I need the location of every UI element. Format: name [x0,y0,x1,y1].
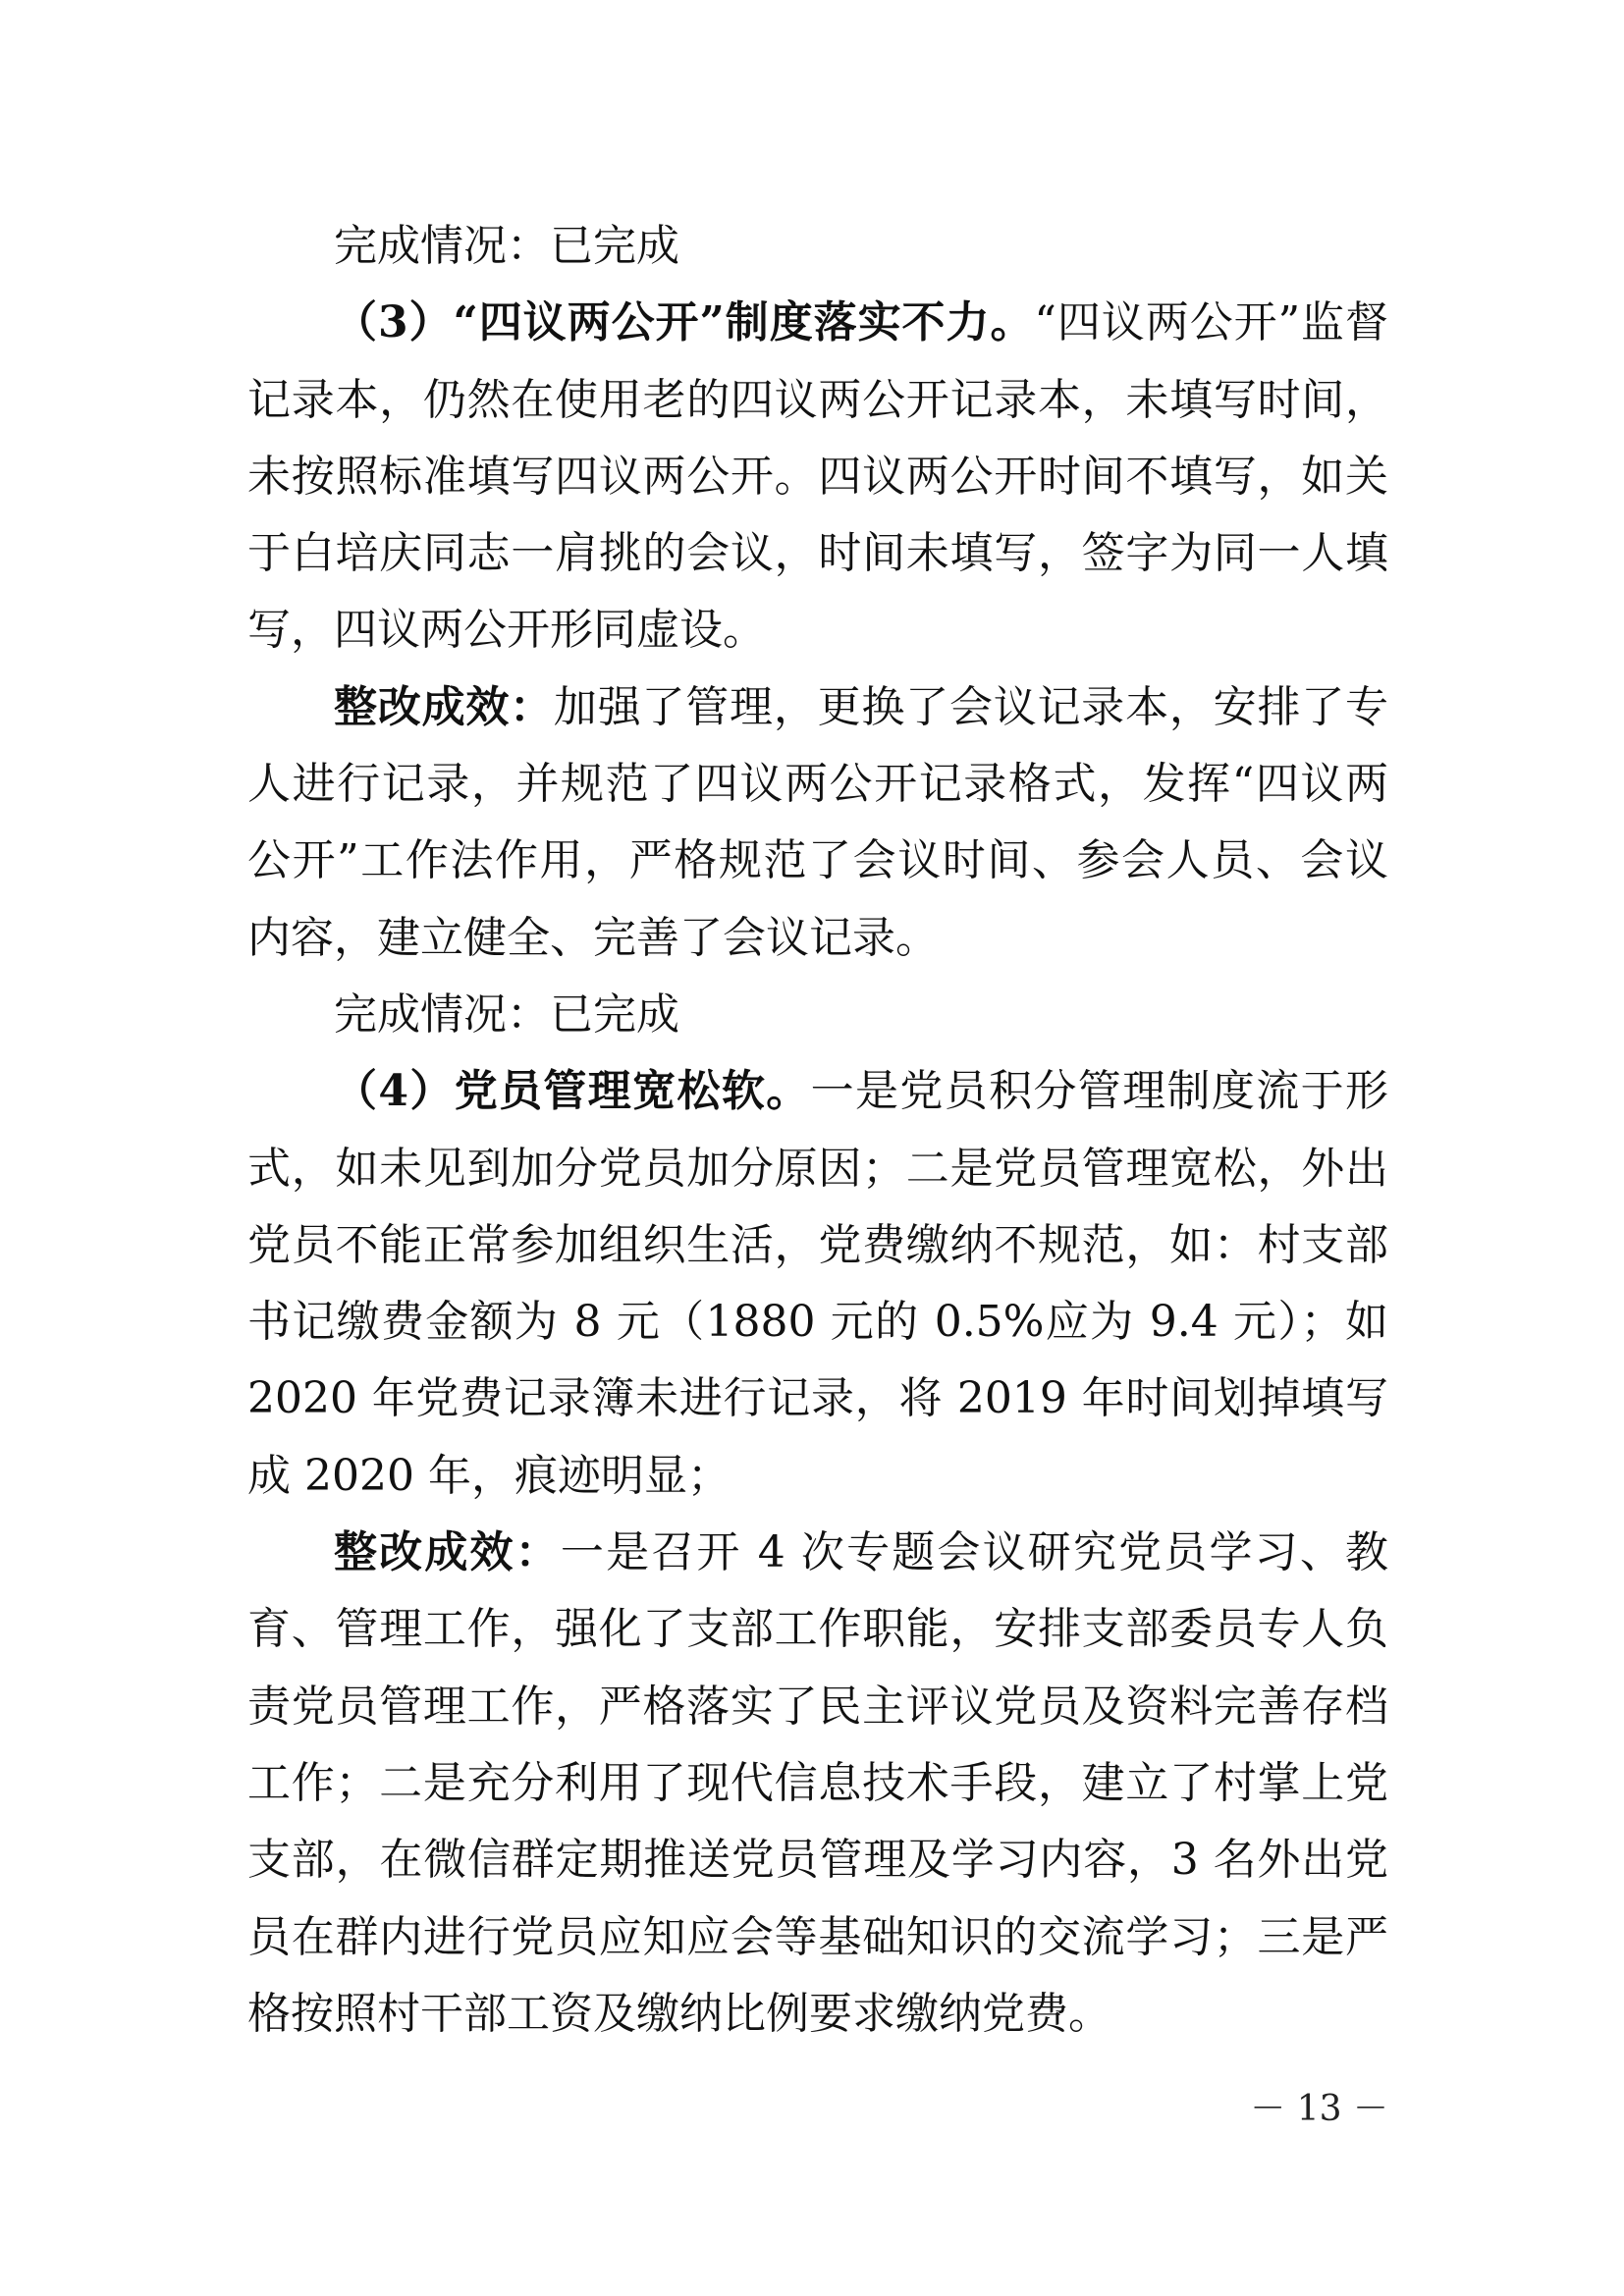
rectification-4-body: 一是召开 4 次专题会议研究党员学习、教育、管理工作，强化了支部工作职能，安排支部委员专人负责党员管理工作，严格落实了民主评议党员及资料完善存档工作；二是充分利用了现代信息技术手段，建立了村掌上党支部，在微信群定期推送党员管理及学习内容，3 名外出党员在群内进行党员应知应会等基础知识的交流学习；三是严格按照村干部工资及缴纳比例要求缴纳党费。 [247,1527,1389,2039]
rectification-4-paragraph [247,1515,1388,2053]
item-3-title: （3）“四议两公开”制度落实不力。 [334,297,1035,348]
completion-status-2 [247,977,1388,1053]
completion-status-1 [247,208,1388,285]
document-body [247,208,1388,2053]
item-4-body: 一是党员积分管理制度流于形式，如未见到加分党员加分原因；二是党员管理宽松，外出党员不能正常参加组织生活，党费缴纳不规范，如：村支部书记缴费金额为 8 元（1880 元的 0.5%应为 9.4 元）；如 2020 年党费记录簿未进行记录，将 2019 年时间划掉填写成 2020 年，痕迹明显； [247,1066,1388,1501]
rectification-3-body: 加强了管理，更换了会议记录本，安排了专人进行记录，并规范了四议两公开记录格式，发挥“四议两公开”工作法作用，严格规范了会议时间、参会人员、会议内容，建立健全、完善了会议记录。 [247,681,1389,963]
rectification-3-paragraph [247,669,1388,977]
item-3-body: “四议两公开”监督记录本，仍然在使用老的四议两公开记录本，未填写时间，未按照标准填写四议两公开。四议两公开时间不填写，如关于白培庆同志一肩挑的会议，时间未填写，签字为同一人填写，四议两公开形同虚设。 [247,297,1388,656]
rectification-4-label: 整改成效： [334,1527,561,1578]
rectification-3-label: 整改成效： [334,681,554,732]
item-3-paragraph [247,285,1388,668]
page-number: － 13 － [1250,2089,1388,2129]
item-4-title: （4）党员管理宽松软。 [334,1066,811,1117]
completion-status-text: 完成情况：已完成 [334,221,679,271]
completion-status-text: 完成情况：已完成 [334,988,679,1040]
item-4-paragraph [247,1053,1388,1515]
